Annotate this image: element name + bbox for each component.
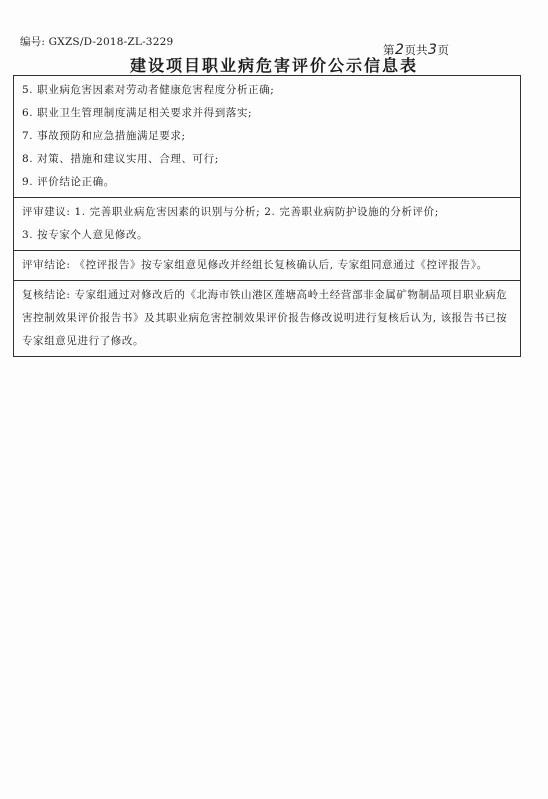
criteria-item: 7. 事故预防和应急措施满足要求; xyxy=(22,130,186,142)
criteria-section xyxy=(14,76,520,197)
page-suffix: 页 xyxy=(437,43,449,57)
review-suggestion-line: 评审建议: 1. 完善职业病危害因素的识别与分析; 2. 完善职业病防护设施的分析评价; xyxy=(22,206,439,218)
page-current: 2 xyxy=(395,42,404,58)
info-table xyxy=(13,75,521,357)
review-suggestions-section xyxy=(14,197,520,250)
recheck-conclusion-section xyxy=(14,280,520,356)
review-conclusion-section xyxy=(14,250,520,280)
page-prefix: 第 xyxy=(383,43,395,57)
criteria-item: 9. 评价结论正确。 xyxy=(22,176,115,188)
page-mid: 页共 xyxy=(404,43,428,57)
review-suggestion-line: 3. 按专家个人意见修改。 xyxy=(22,229,149,241)
page-total: 3 xyxy=(428,42,437,58)
criteria-item: 5. 职业病危害因素对劳动者健康危害程度分析正确; xyxy=(22,84,275,96)
criteria-item: 6. 职业卫生管理制度满足相关要求并得到落实; xyxy=(22,107,253,119)
recheck-conclusion-text: 复核结论: 专家组通过对修改后的《北海市铁山港区莲塘高岭土经营部非金属矿物制品项目职业病危害控制效果评价报告书》及其职业病危害控制效果评价报告修改说明进行复核后认为, 该报告书已按专家组意见进行了修改。 xyxy=(22,289,508,347)
review-conclusion-text: 评审结论: 《控评报告》按专家组意见修改并经组长复核确认后, 专家组同意通过《控评报告》。 xyxy=(22,259,488,271)
document-code: 编号: GXZS/D-2018-ZL-3229 xyxy=(20,36,174,48)
criteria-item: 8. 对策、措施和建议实用、合理、可行; xyxy=(22,153,219,165)
document-title: 建设项目职业病危害评价公示信息表 xyxy=(129,56,418,75)
